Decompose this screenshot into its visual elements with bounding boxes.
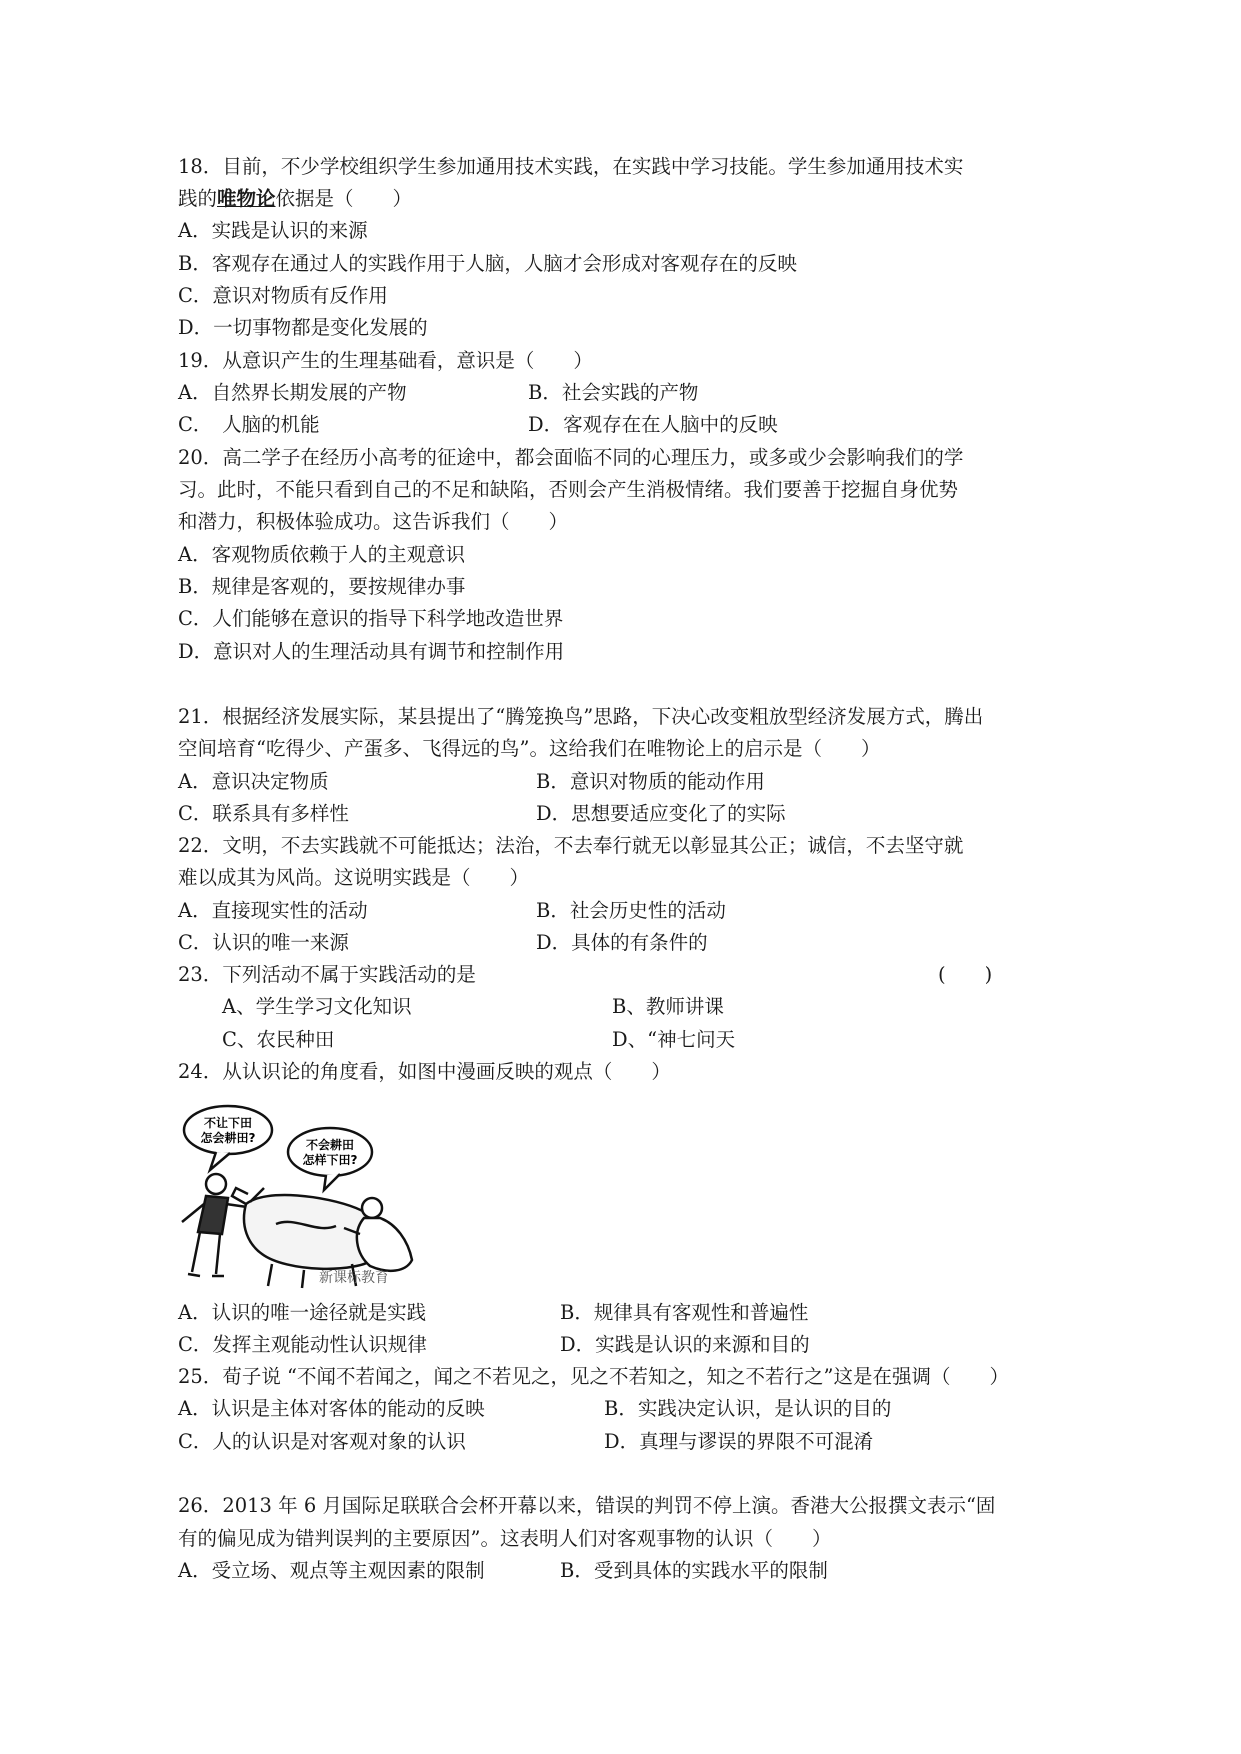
q24-option-c: C．发挥主观能动性认识规律 [178, 1333, 427, 1356]
q26-option-a: A．受立场、观点等主观因素的限制 [178, 1559, 485, 1582]
q25-option-c: C．人的认识是对客观对象的认识 [178, 1430, 466, 1453]
q18-keyword: 唯物论 [217, 187, 276, 210]
q19-option-c: C． 人脑的机能 [178, 413, 320, 436]
q23-stem: 23．下列活动不属于实践活动的是 [178, 963, 476, 986]
q22-option-b: B．社会历史性的活动 [536, 899, 726, 922]
q20-option-c: C．人们能够在意识的指导下科学地改造世界 [178, 607, 564, 630]
q21-stem-line1: 21．根据经济发展实际，某县提出了“腾笼换鸟”思路，下决心改变粗放型经济发展方式，腾出 [178, 705, 984, 728]
q18-stem-line2 [178, 187, 412, 211]
q22-option-a: A．直接现实性的活动 [178, 899, 368, 922]
q20-stem-line3: 和潜力，积极体验成功。这告诉我们（ ） [178, 510, 569, 533]
q23-option-d: D、“神七问天 [612, 1028, 736, 1051]
q20-stem-line1: 20．高二学子在经历小高考的征途中，都会面临不同的心理压力，或多或少会影响我们的学 [178, 446, 964, 469]
q20-option-d: D．意识对人的生理活动具有调节和控制作用 [178, 640, 565, 663]
q18-option-b: B．客观存在通过人的实践作用于人脑，人脑才会形成对客观存在的反映 [178, 252, 797, 275]
left-bubble-tail [210, 1152, 230, 1170]
q21-option-b: B．意识对物质的能动作用 [536, 770, 765, 793]
farmer-ox-cartoon [176, 1104, 432, 1290]
q25-option-d: D．真理与谬误的界限不可混淆 [604, 1430, 874, 1453]
q18-stem-post: 依据是（ ） [275, 187, 413, 210]
q26-stem-line1: 26．2013 年 6 月国际足联联合会杯开幕以来，错误的判罚不停上演。香港大公报撰文表示“固 [178, 1494, 996, 1517]
q21-option-a: A．意识决定物质 [178, 770, 329, 793]
q24-stem: 24．从认识论的角度看，如图中漫画反映的观点（ ） [178, 1060, 671, 1083]
q18-option-d: D．一切事物都是变化发展的 [178, 316, 428, 339]
q23-option-a: A、学生学习文化知识 [222, 995, 412, 1018]
q22-option-d: D．具体的有条件的 [536, 931, 708, 954]
q19-option-a: A．自然界长期发展的产物 [178, 381, 407, 404]
q23-answer-paren: ( ) [938, 963, 993, 986]
q24-option-d: D．实践是认识的来源和目的 [560, 1333, 810, 1356]
q23-option-c: C、农民种田 [222, 1028, 335, 1051]
q18-stem-pre: 践的 [178, 187, 218, 210]
q20-option-a: A．客观物质依赖于人的主观意识 [178, 543, 466, 566]
q25-stem: 25．荀子说 “不闻不若闻之，闻之不若见之，见之不若知之，知之不若行之”这是在强调（ ） [178, 1365, 1009, 1388]
q21-option-d: D．思想要适应变化了的实际 [536, 802, 786, 825]
left-bubble-text-1: 不让下田 [203, 1116, 253, 1130]
q22-stem-line1: 22．文明，不去实践就不可能抵达；法治，不去奉行就无以彰显其公正；诚信，不去坚守就 [178, 834, 964, 857]
left-speech-bubble [184, 1106, 272, 1154]
q21-option-c: C．联系具有多样性 [178, 802, 349, 825]
q26-option-b: B．受到具体的实践水平的限制 [560, 1559, 828, 1582]
q22-option-c: C．认识的唯一来源 [178, 931, 349, 954]
left-bubble-text-2: 怎会耕田? [200, 1131, 256, 1145]
q18-option-c: C．意识对物质有反作用 [178, 284, 388, 307]
q19-option-b: B．社会实践的产物 [528, 381, 699, 404]
q20-option-b: B．规律是客观的，要按规律办事 [178, 575, 466, 598]
right-bubble-tail [324, 1174, 340, 1190]
q18-option-a: A．实践是认识的来源 [178, 219, 368, 242]
q24-option-b: B．规律具有客观性和普遍性 [560, 1301, 809, 1324]
q21-stem-line2: 空间培育“吃得少、产蛋多、飞得远的鸟”。这给我们在唯物论上的启示是（ ） [178, 737, 881, 760]
right-bubble-text-2: 怎样下田? [302, 1153, 358, 1167]
q22-stem-line2: 难以成其为风尚。这说明实践是（ ） [178, 866, 530, 889]
q18-stem-line1: 18．目前，不少学校组织学生参加通用技术实践，在实践中学习技能。学生参加通用技术实 [178, 155, 964, 178]
q19-option-d: D．客观存在在人脑中的反映 [528, 413, 778, 436]
q25-option-a: A．认识是主体对客体的能动的反映 [178, 1397, 485, 1420]
right-speech-bubble [288, 1128, 372, 1176]
cartoon-watermark: 新课标教育 [319, 1270, 389, 1286]
q26-stem-line2: 有的偏见成为错判误判的主要原因”。这表明人们对客观事物的认识（ ） [178, 1527, 832, 1550]
q20-stem-line2: 习。此时，不能只看到自己的不足和缺陷，否则会产生消极情绪。我们要善于挖掘自身优势 [178, 478, 959, 501]
q23-option-b: B、教师讲课 [612, 995, 724, 1018]
q19-stem: 19．从意识产生的生理基础看，意识是（ ） [178, 349, 593, 372]
q24-option-a: A．认识的唯一途径就是实践 [178, 1301, 427, 1324]
q25-option-b: B．实践决定认识，是认识的目的 [604, 1397, 892, 1420]
right-bubble-text-1: 不会耕田 [305, 1138, 355, 1152]
